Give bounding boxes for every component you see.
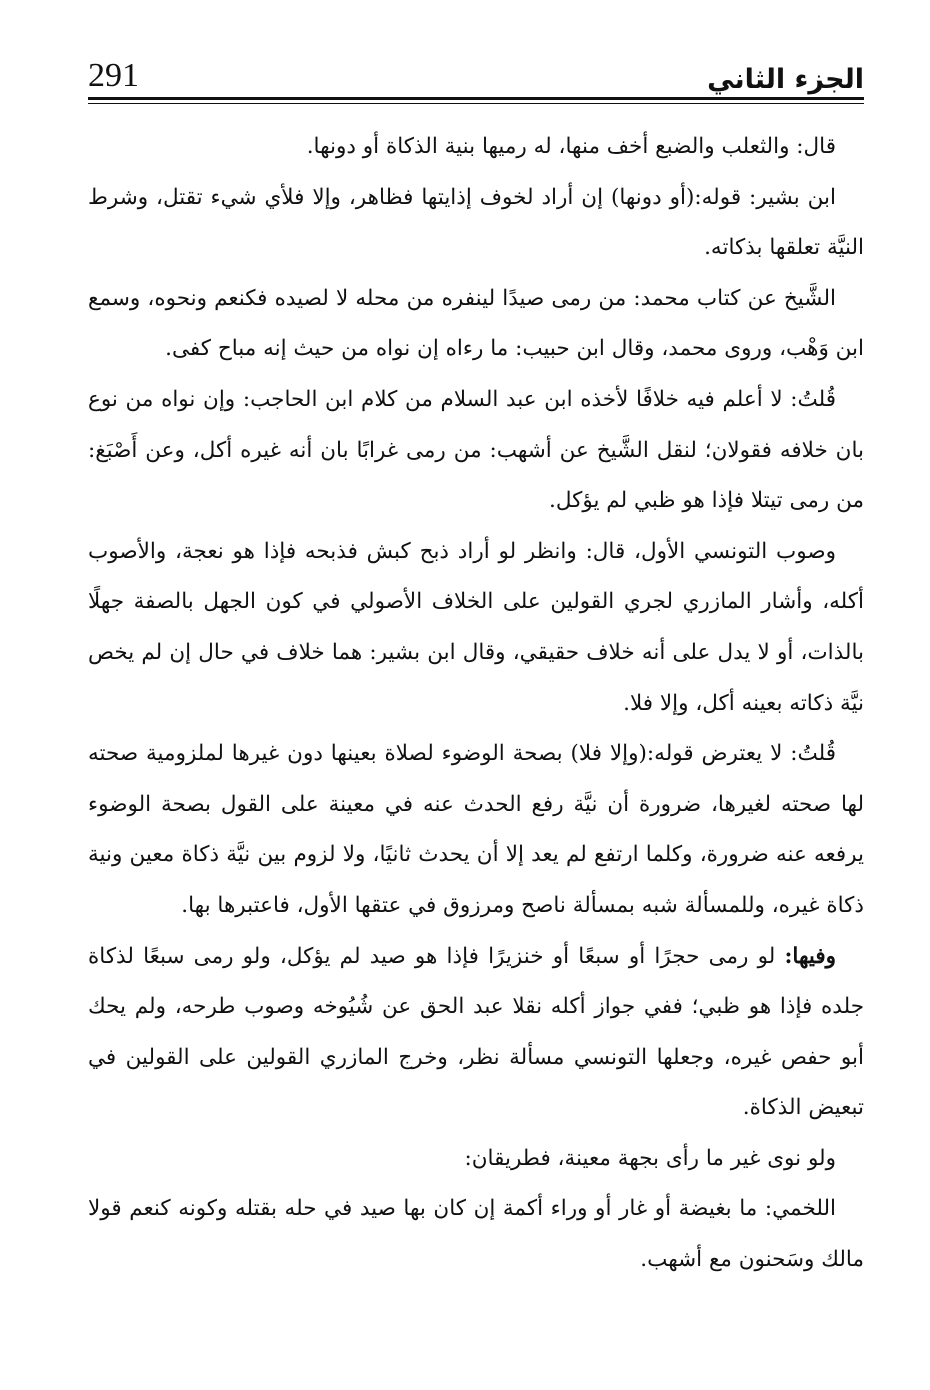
paragraph-lead: وفيها: (784, 943, 836, 969)
paragraph-text: اللخمي: ما بغيضة أو غار أو وراء أكمة إن كان بها صيد في حله بقتله وكونه كنعم قولا مالك وسَحنون مع أشهب. (88, 1196, 864, 1273)
page-number: 291 (88, 57, 139, 94)
paragraph (88, 173, 864, 274)
paragraph-text: وصوب التونسي الأول، قال: وانظر لو أراد ذبح كبش فذبحه فإذا هو نعجة، والأصوب أكله، وأشار المازري لجري القولين على الخلاف الأصولي في كون الجهل بالصفة جهلًا بالذات، أو لا يدل على أنه خلاف حقيقي، وقال ابن بشير: هما خلاف في حال إن لم يخص نيَّة ذكاته بعينه أكل، وإلا فلا. (88, 538, 864, 716)
paragraph-text: لو رمى حجرًا أو سبعًا أو خنزيرًا فإذا هو صيد لم يؤكل، ولو رمى سبعًا لذكاة جلده فإذا هو ظبي؛ ففي جواز أكله نقلا عبد الحق عن شُيُوخه وصوب طرحه، ولم يحك أبو حفص غيره، وجعلها التونسي مسألة نظر، وخرج المازري القولين على القولين في تبعيض الذكاة. (88, 943, 864, 1121)
paragraph-text: قُلتُ: لا يعترض قوله:(وإلا فلا) بصحة الوضوء لصلاة بعينها دون غيرها لملزومية صحته لها صحته لغيرها، ضرورة أن نيَّة رفع الحدث عنه في معينة على القول بصحة الوضوء يرفعه عنه ضرورة، وكلما ارتفع لم يعد إلا أن يحدث ثانيًا، ولا لزوم بين نيَّة ذكاة معين ونية ذكاة غيره، وللمسألة شبه بمسألة ناصح ومرزوق في عتقها الأول، فاعتبرها بها. (88, 741, 864, 918)
paragraph (88, 729, 864, 931)
paragraph-text: الشَّيخ عن كتاب محمد: من رمى صيدًا لينفره من محله لا لصيده فكنعم ونحوه، وسمع ابن وَهْب، وروى محمد، وقال ابن حبيب: ما رءاه إن نواه من حيث إنه مباح كفى. (88, 285, 864, 362)
paragraph (88, 274, 864, 375)
page-body (88, 122, 864, 1286)
header-rule-thin (88, 103, 864, 104)
paragraph-text: قال: والثعلب والضبع أخف منها، له رميها بنية الذكاة أو دونها. (306, 134, 836, 159)
paragraph (88, 1184, 864, 1285)
running-title: الجزء الثاني (707, 64, 864, 95)
paragraph-text: قُلتُ: لا أعلم فيه خلافًا لأخذه ابن عبد السلام من كلام ابن الحاجب: وإن نواه من نوع بان خلافه فقولان؛ لنقل الشَّيخ عن أشهب: من رمى غرابًا بان أنه غيره أكل، وعن أَصْبَغ: من رمى تيتلا فإذا هو ظبي لم يؤكل. (88, 386, 864, 514)
paragraph-text: ابن بشير: قوله:(أو دونها) إن أراد لخوف إذايتها فظاهر، وإلا فلأي شيء تقتل، وشرط النيَّة تعلقها بذكاته. (88, 184, 864, 261)
paragraph (88, 1134, 864, 1185)
paragraph (88, 122, 864, 173)
paragraph (88, 527, 864, 729)
paragraph (88, 375, 864, 527)
paragraph (88, 932, 864, 1134)
header-rule-thick (88, 97, 864, 100)
paragraph-text: ولو نوى غير ما رأى بجهة معينة، فطريقان: (464, 1145, 836, 1171)
